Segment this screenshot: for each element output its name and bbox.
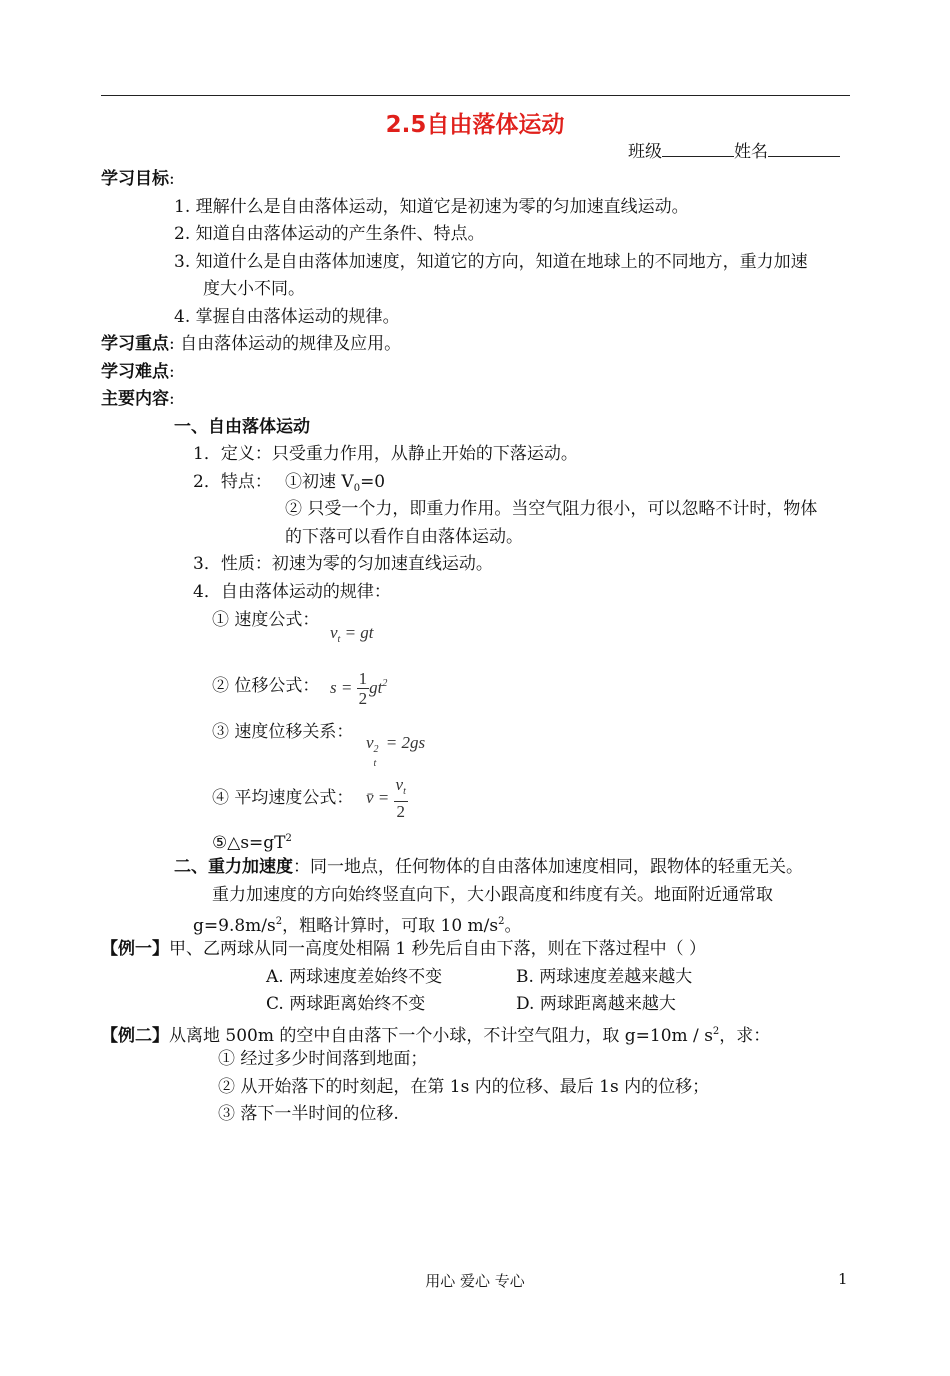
f1-rest: = gt (344, 623, 374, 642)
example2-question-2: ② 从开始落下的时刻起，在第 1s 内的位移、最后 1s 内的位移； (218, 1077, 710, 1097)
f3-rest: = 2gs (385, 733, 426, 752)
formula-1-label: ① 速度公式： (212, 610, 320, 630)
objectives-heading (101, 167, 175, 191)
formula-3-label: ③ 速度位移关系： (212, 722, 354, 742)
objective-item-4: 4. 掌握自由落体运动的规律。 (174, 307, 400, 327)
difficulties (101, 360, 175, 384)
page-title: 2.5自由落体运动 (385, 112, 565, 138)
feature-1-sub: 0 (353, 483, 361, 494)
main-content-heading: 主要内容 (101, 389, 169, 409)
section2-heading-text: ：同一地点，任何物体的自由落体加速度相同，跟物体的轻重无关。 (293, 857, 803, 877)
section1-definition: 1．定义：只受重力作用，从静止开始的下落运动。 (193, 444, 578, 464)
class-label: 班级 (628, 142, 662, 162)
f3-v: v (366, 733, 374, 752)
section1-feature-label: 2．特点： (193, 472, 272, 492)
objective-item-3-cont: 度大小不同。 (203, 279, 305, 299)
example1-text: 甲、乙两球从同一高度处相隔 1 秒先后自由下落，则在下落过程中（ ） (169, 939, 707, 959)
section1-feature-2b: 的下落可以看作自由落体运动。 (285, 527, 523, 547)
section1-nature: 3．性质：初速为零的匀加速直线运动。 (193, 554, 493, 574)
example2-label: 【例二】 (101, 1026, 169, 1046)
section2-end: 。 (504, 916, 522, 936)
formula-displacement (330, 663, 387, 709)
formula-velocity-displacement (366, 731, 426, 769)
key-points-heading: 学习重点 (101, 334, 169, 354)
example1-label: 【例一】 (101, 939, 169, 959)
section1-law: 4．自由落体运动的规律： (193, 582, 391, 602)
example2-sup: 2 (712, 1026, 720, 1037)
example2 (101, 1020, 770, 1048)
main-content-text: : (169, 389, 175, 409)
example2-question-3: ③ 落下一半时间的位移. (218, 1104, 399, 1124)
f4-den: 2 (396, 802, 405, 821)
f4-fraction (394, 776, 408, 822)
section2-g-value: g=9.8m/s (193, 916, 276, 936)
example2-text-end: ，求： (719, 1026, 771, 1046)
f5-sup: 2 (285, 833, 292, 844)
section2-sup2: 2 (498, 916, 505, 927)
footer-motto: 用心 爱心 专心 (425, 1272, 525, 1290)
f2-fraction (357, 670, 370, 709)
f4-lhs: v̄ = (366, 787, 390, 807)
f3-sup: 2 (373, 744, 379, 755)
f3-sub: t (373, 758, 377, 769)
name-label: 姓名 (734, 142, 768, 162)
class-blank (662, 140, 734, 157)
example2-text: 从离地 500m 的空中自由落下一个小球，不计空气阻力，取 g=10m / s (169, 1026, 713, 1046)
section2-heading: 二、重力加速度 (174, 857, 293, 877)
section1-feature-2a: ② 只受一个力，即重力作用。当空气阻力很小，可以忽略不计时，物体 (285, 499, 818, 519)
f2-rest: gt (369, 678, 383, 697)
objective-item-3: 3. 知道什么是自由落体加速度，知道它的方向，知道在地球上的不同地方，重力加速 (174, 252, 808, 272)
formula-2-label: ② 位移公式： (212, 676, 320, 696)
f2-den: 2 (358, 688, 368, 708)
difficulties-heading: 学习难点 (101, 362, 169, 382)
f5-text: ⑤△s=gT (212, 833, 286, 853)
example1-option-d: D. 两球距离越来越大 (516, 994, 676, 1014)
section1-heading: 一、自由落体运动 (174, 417, 310, 437)
example2-question-1: ① 经过多少时间落到地面； (218, 1049, 428, 1069)
class-name-fields (628, 140, 840, 164)
formula-5 (212, 827, 292, 855)
objective-item-1: 1. 理解什么是自由落体运动，知道它是初速为零的匀加速直线运动。 (174, 197, 689, 217)
f2-num: 1 (358, 668, 368, 688)
objective-item-2: 2. 知道自由落体运动的产生条件、特点。 (174, 224, 485, 244)
section2-approx: ，粗略计算时，可取 10 m/s (282, 916, 499, 936)
f1-v: v (330, 623, 338, 642)
f1-sub: t (337, 634, 341, 645)
feature-1-text: ①初速 V (285, 472, 354, 492)
example1 (101, 937, 706, 961)
f4-num: v (395, 775, 404, 794)
formula-4-label: ④ 平均速度公式： (212, 788, 354, 808)
key-points (101, 332, 401, 356)
f2-sup: 2 (382, 678, 388, 689)
example1-option-c: C. 两球距离始终不变 (266, 994, 426, 1014)
feature-1-end: =0 (360, 472, 386, 492)
page-number: 1 (838, 1270, 848, 1288)
f2-lhs: s = (330, 678, 353, 697)
f4-num-sub: t (403, 786, 406, 797)
key-points-text: : 自由落体运动的规律及应用。 (169, 334, 402, 354)
header-rule (101, 95, 850, 96)
difficulties-text: : (169, 362, 175, 382)
example1-option-b: B. 两球速度差越来越大 (516, 967, 693, 987)
objectives-colon: : (169, 169, 175, 189)
formula-velocity (330, 621, 374, 652)
section2-line2: 重力加速度的方向始终竖直向下，大小跟高度和纬度有关。地面附近通常取 (212, 885, 773, 905)
name-blank (768, 140, 840, 157)
section2-line3 (193, 910, 522, 938)
example1-option-a: A. 两球速度差始终不变 (266, 967, 443, 987)
section2-sup1: 2 (275, 916, 283, 927)
section2-line1 (174, 855, 803, 879)
formula-average-velocity (366, 776, 408, 822)
objectives-heading-text: 学习目标 (101, 169, 169, 189)
main-content (101, 387, 175, 411)
